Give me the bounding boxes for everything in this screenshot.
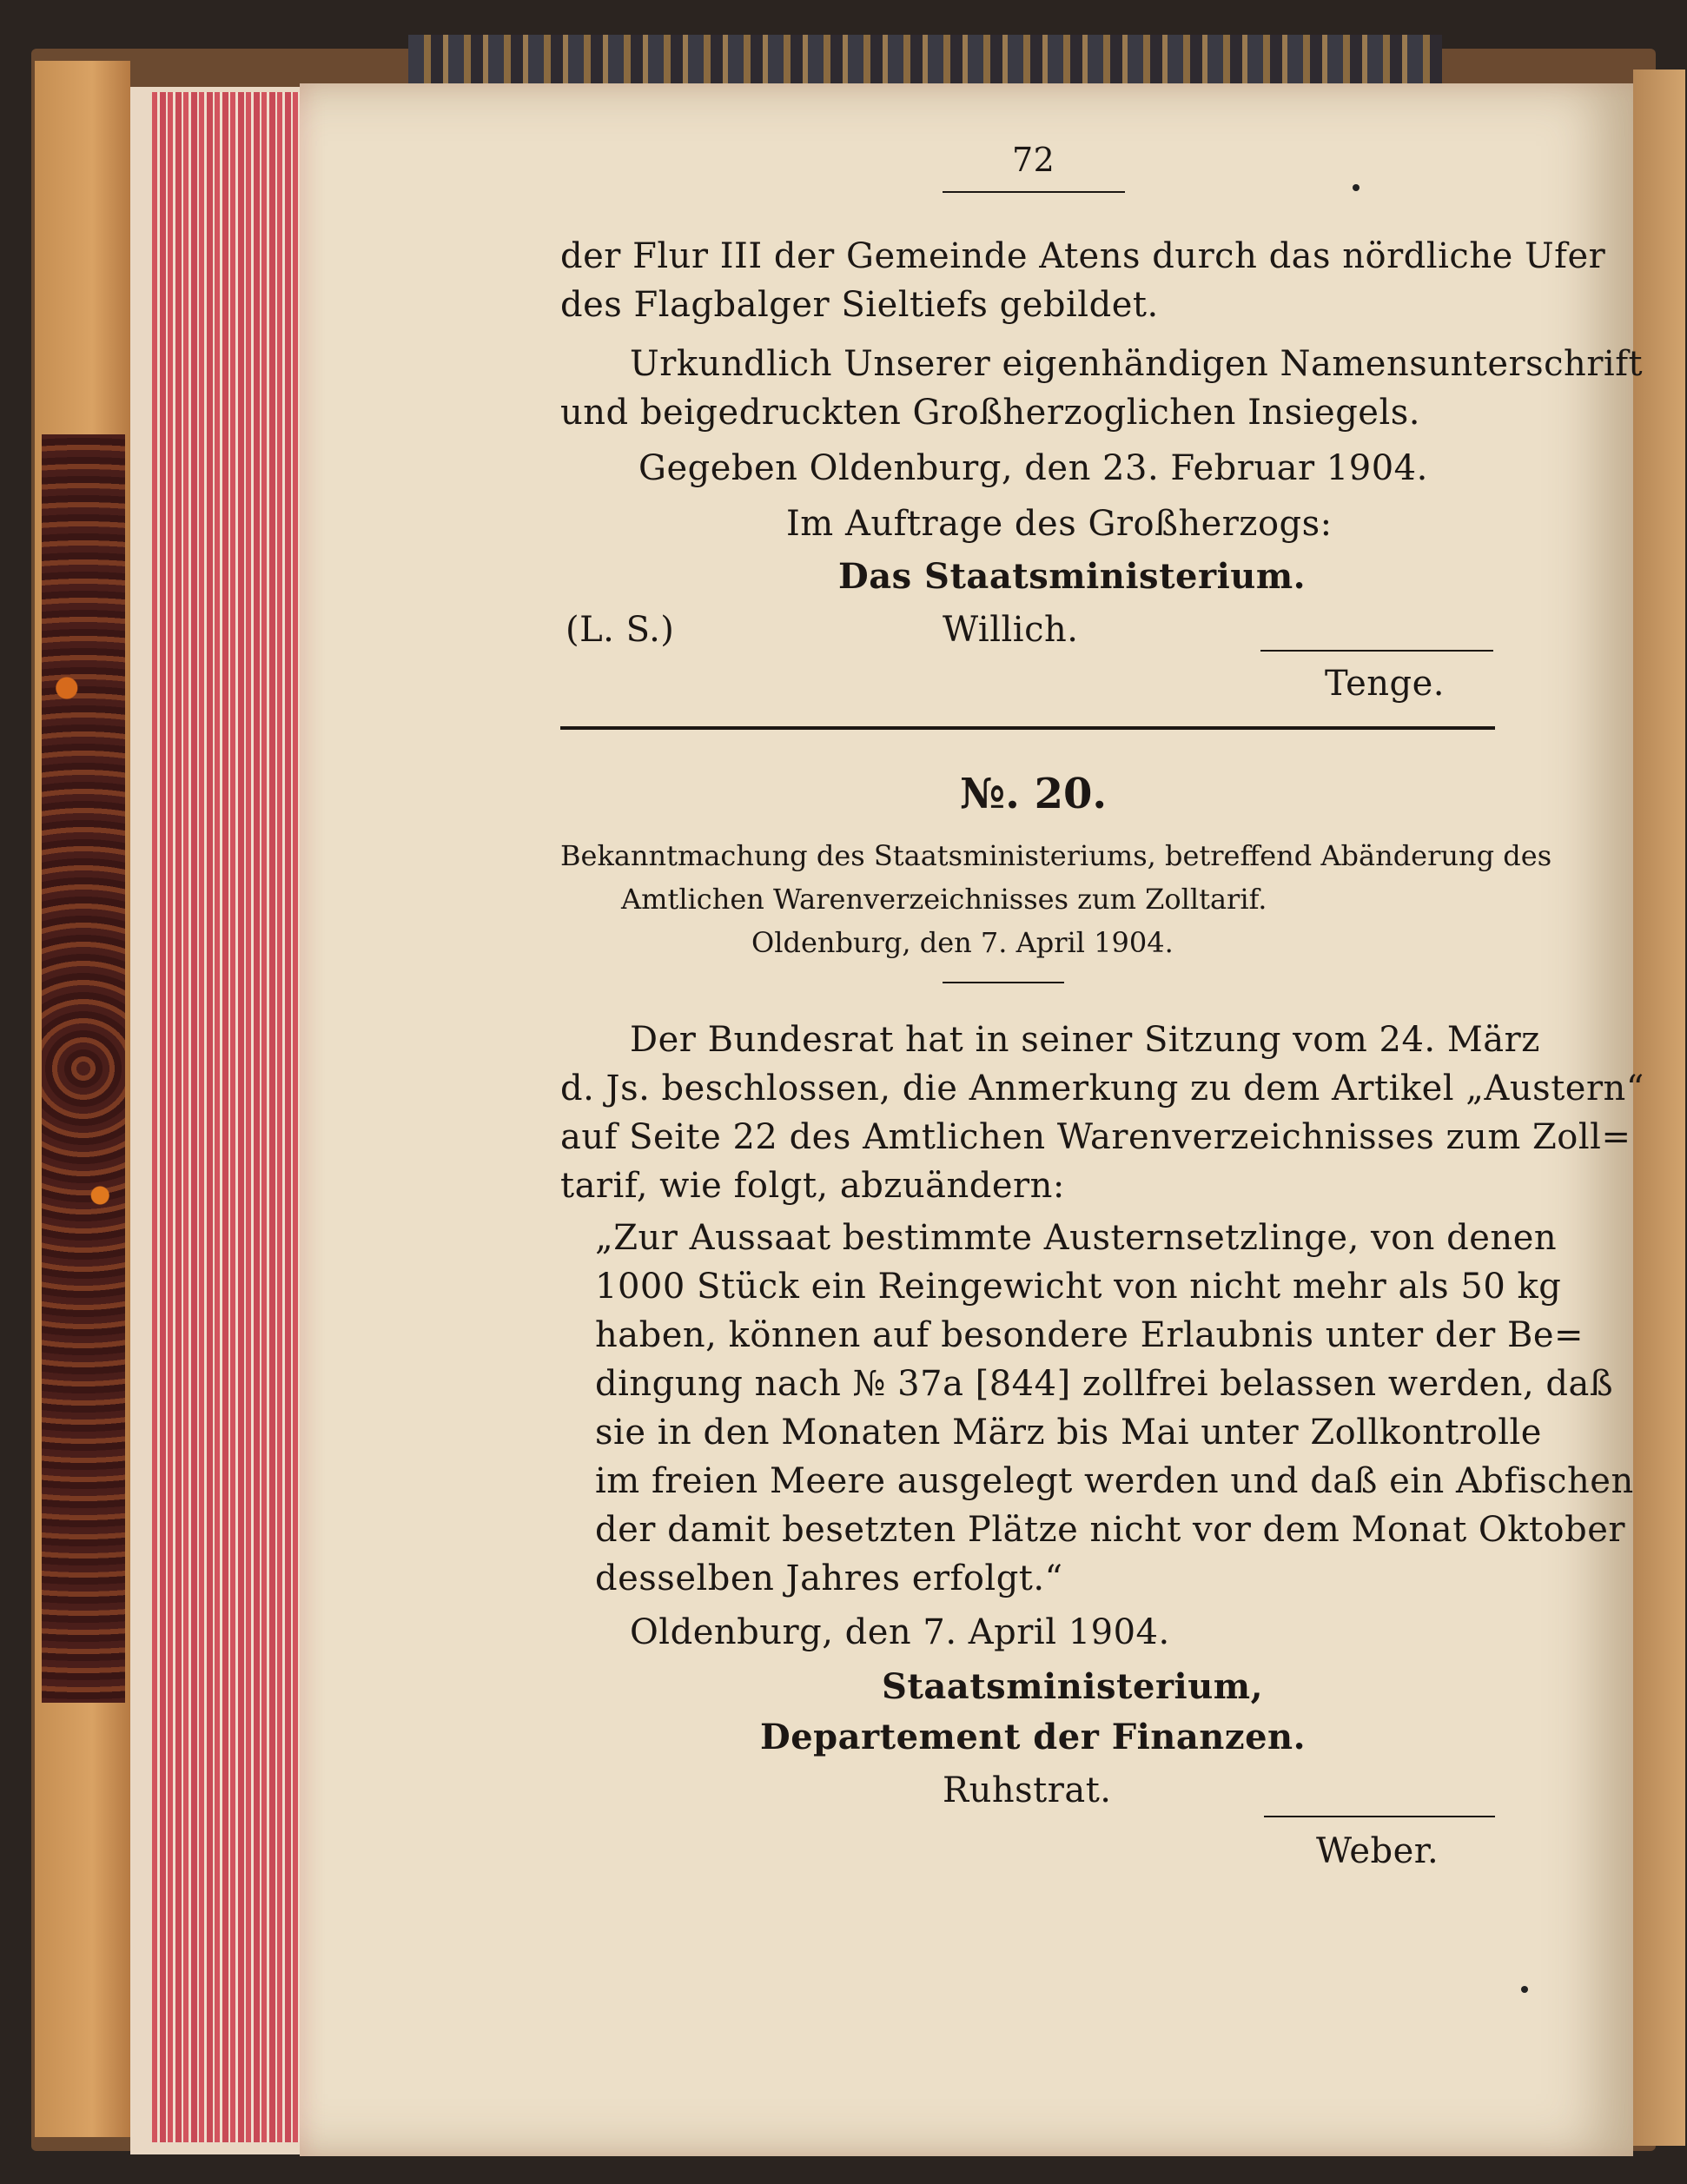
section-divider <box>560 726 1495 730</box>
page-number: 72 <box>1012 141 1055 179</box>
text-line: und beigedruckten Großherzoglichen Insiegels. <box>560 393 1420 433</box>
text-line: des Flagbalger Sieltiefs gebildet. <box>560 285 1159 325</box>
signature-rule <box>1264 1816 1495 1817</box>
signature-willich: Willich. <box>943 610 1079 650</box>
quote-line: der damit besetzten Plätze nicht vor dem Monat Oktober <box>595 1510 1625 1550</box>
quote-line: desselben Jahres erfolgt.“ <box>595 1559 1063 1598</box>
announcement-number: №. 20. <box>960 770 1108 818</box>
text-line: Urkundlich Unserer eigenhändigen Namensunterschrift <box>630 344 1644 384</box>
marbled-cover-top <box>408 35 1442 90</box>
book-page <box>300 83 1644 2156</box>
signature-ruhstrat: Ruhstrat. <box>943 1770 1112 1810</box>
heading-line: Oldenburg, den 7. April 1904. <box>751 926 1174 959</box>
body-line: auf Seite 22 des Amtlichen Warenverzeichnisses zum Zoll= <box>560 1117 1631 1157</box>
body-line: Der Bundesrat hat in seiner Sitzung vom 24. März <box>630 1020 1540 1060</box>
signature-rule <box>1260 650 1493 652</box>
ink-dot <box>1353 184 1360 191</box>
signature-tenge: Tenge. <box>1325 664 1445 704</box>
quote-line: 1000 Stück ein Reingewicht von nicht mehr als 50 kg <box>595 1267 1562 1307</box>
ministry-title: Das Staatsministerium. <box>838 556 1307 597</box>
department-title: Departement der Finanzen. <box>760 1717 1307 1757</box>
quote-line: im freien Meere ausgelegt werden und daß ein Abfischen <box>595 1461 1634 1501</box>
heading-line: Bekanntmachung des Staatsministeriums, betreffend Abänderung des <box>560 839 1552 872</box>
header-rule <box>943 191 1125 193</box>
quote-line: haben, können auf besondere Erlaubnis unter der Be= <box>595 1315 1584 1355</box>
heading-line: Amtlichen Warenverzeichnisses zum Zolltarif. <box>621 883 1267 916</box>
closing-date: Oldenburg, den 7. April 1904. <box>630 1612 1170 1652</box>
seal-mark: (L. S.) <box>566 610 675 650</box>
text-line: der Flur III der Gemeinde Atens durch das nördliche Ufer <box>560 236 1606 276</box>
ink-dot <box>1521 1986 1528 1993</box>
quote-line: „Zur Aussaat bestimmte Austernsetzlinge, von denen <box>595 1218 1558 1258</box>
quote-line: sie in den Monaten März bis Mai unter Zollkontrolle <box>595 1413 1542 1453</box>
signature-weber: Weber. <box>1316 1831 1439 1871</box>
on-behalf: Im Auftrage des Großherzogs: <box>786 504 1333 544</box>
body-line: d. Js. beschlossen, die Anmerkung zu dem Artikel „Austern“ <box>560 1069 1644 1109</box>
ministry-title: Staatsministerium, <box>882 1666 1264 1707</box>
heading-rule <box>943 982 1064 983</box>
quote-line: dingung nach № 37a [844] zollfrei belassen werden, daß <box>595 1364 1614 1404</box>
body-line: tarif, wie folgt, abzuändern: <box>560 1166 1065 1206</box>
given-date: Gegeben Oldenburg, den 23. Februar 1904. <box>638 448 1428 488</box>
marbled-cover-left <box>42 434 125 1703</box>
red-page-edges <box>152 92 300 2142</box>
